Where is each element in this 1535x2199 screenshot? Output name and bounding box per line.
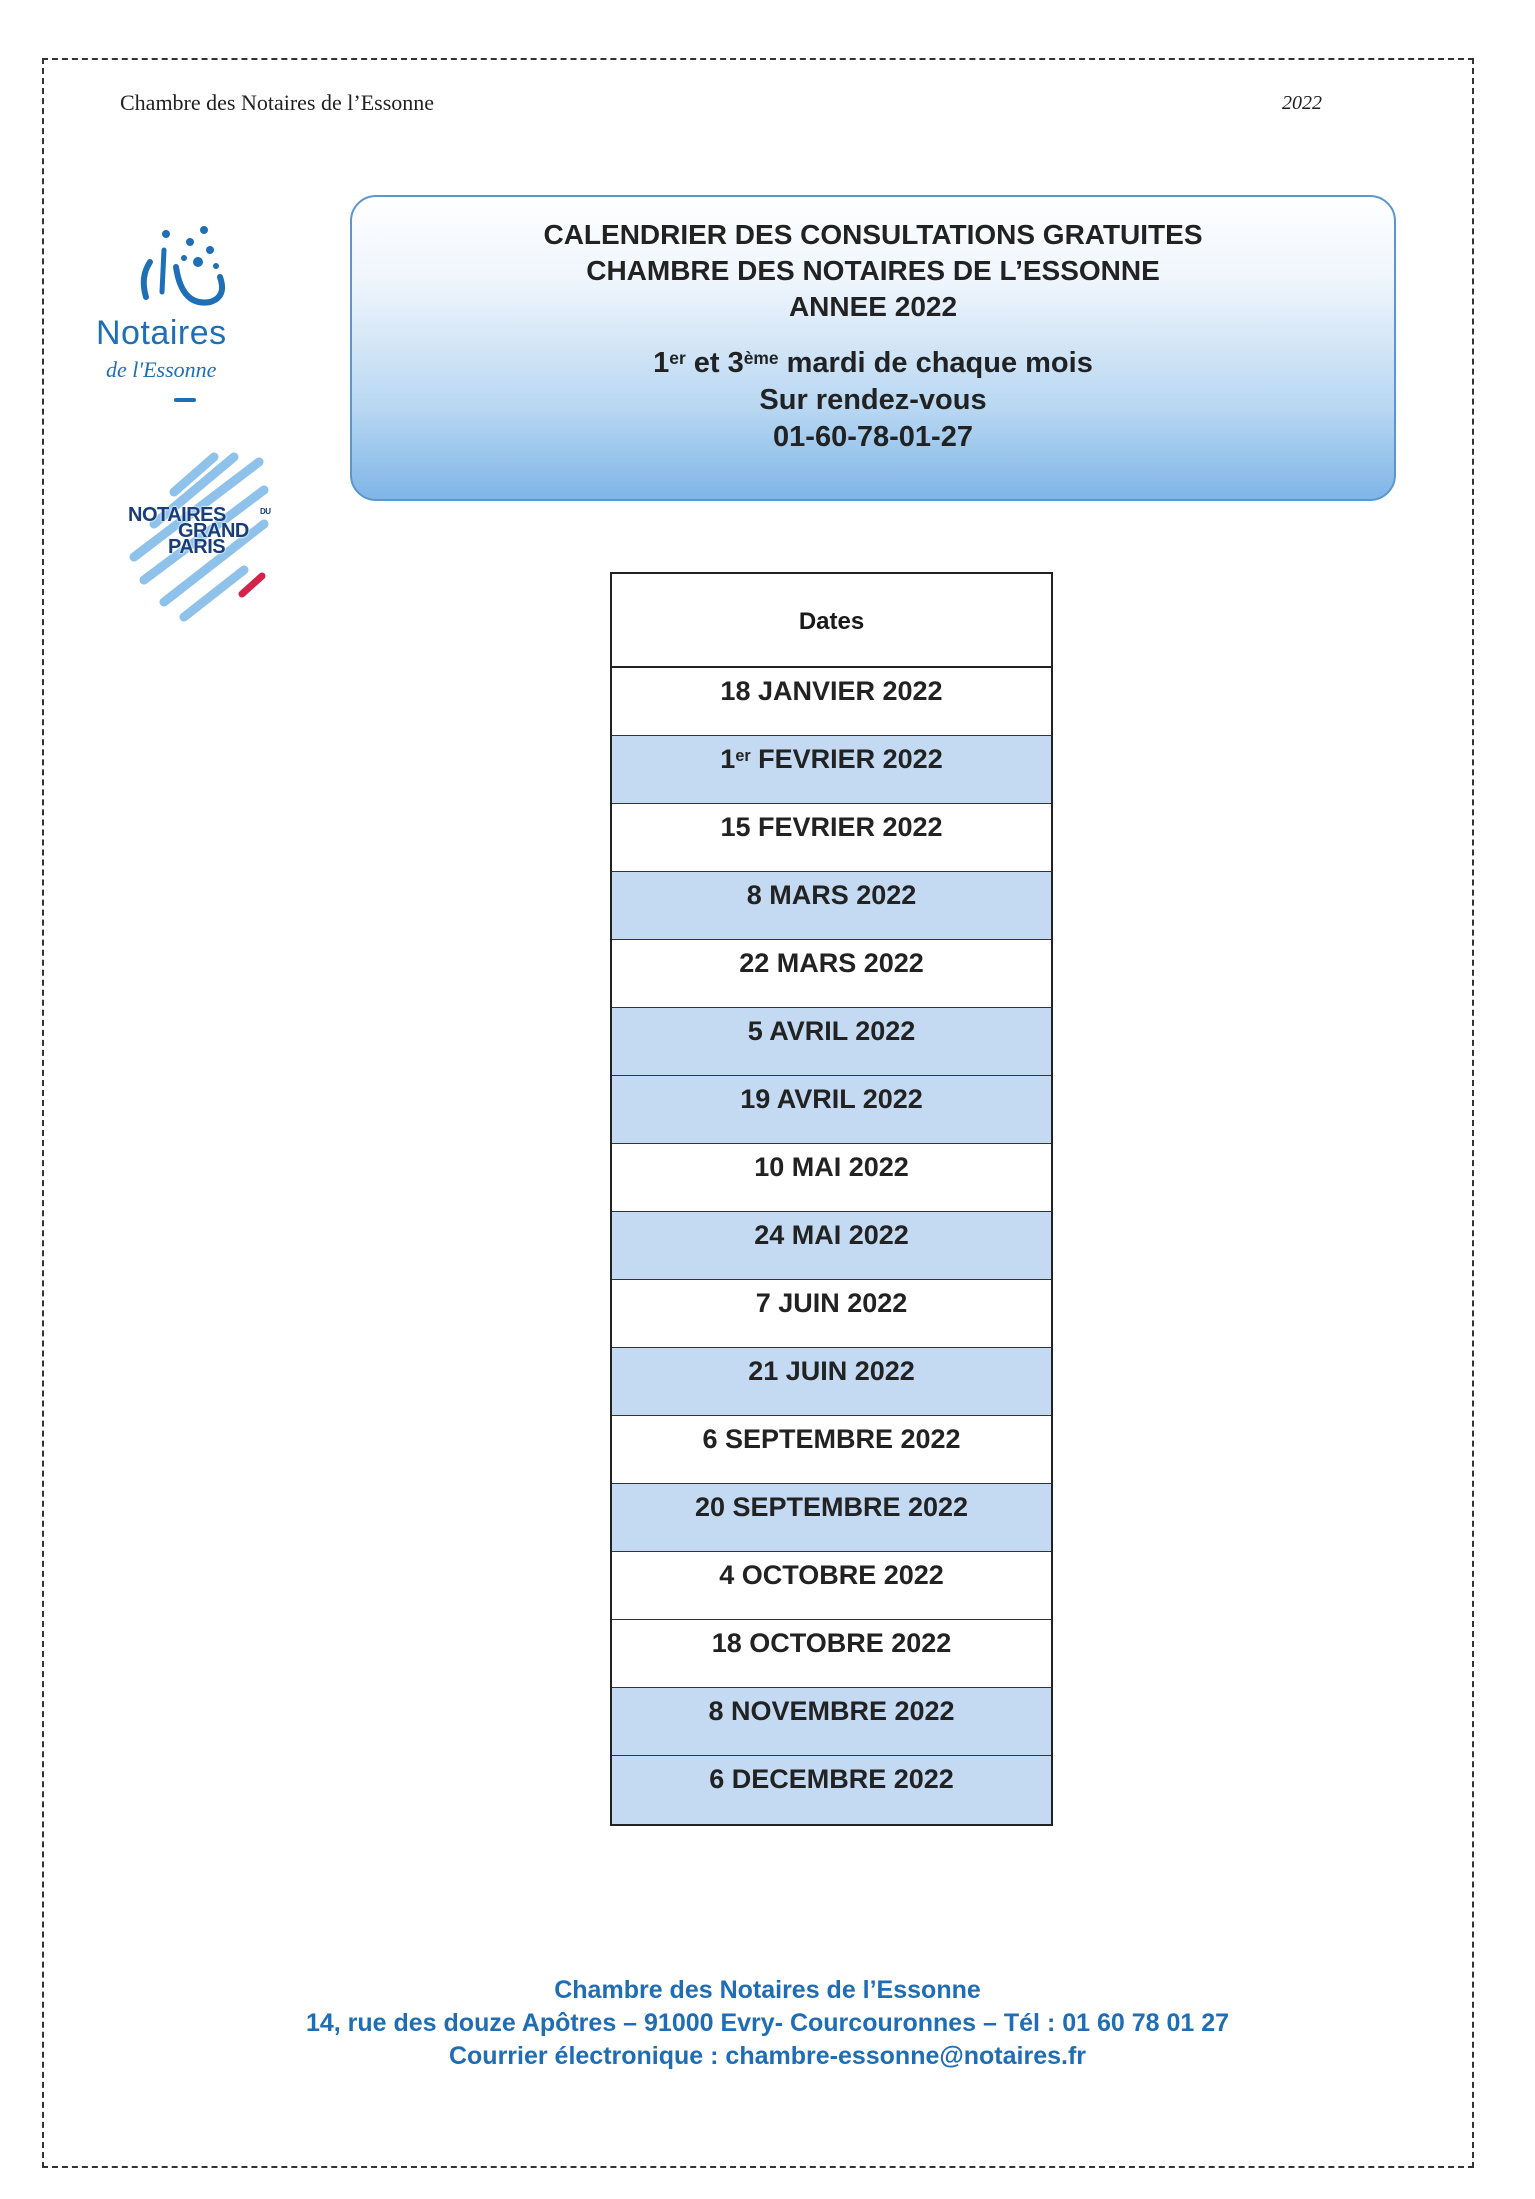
table-row: 7 JUIN 2022 [612, 1280, 1051, 1348]
logo-dash [174, 398, 196, 402]
table-row: 5 AVRIL 2022 [612, 1008, 1051, 1076]
schedule-first: 1 [653, 347, 670, 379]
table-row: 20 SEPTEMBRE 2022 [612, 1484, 1051, 1552]
schedule-third-sup: ème [743, 348, 779, 369]
title-line-2: CHAMBRE DES NOTAIRES DE L’ESSONNE [586, 255, 1160, 286]
phone-line: 01-60-78-01-27 [773, 421, 973, 453]
grand-paris-line3: PARIS [168, 536, 226, 558]
header-org-name: Chambre des Notaires de l’Essonne [120, 90, 435, 115]
table-row: 19 AVRIL 2022 [612, 1076, 1051, 1144]
row-day: 1 [720, 744, 736, 774]
title-box [350, 195, 1396, 501]
table-row: 8 NOVEMBRE 2022 [612, 1688, 1051, 1756]
footer-contact [0, 1974, 1535, 2073]
schedule-first-sup: er [669, 348, 686, 369]
table-row: 6 DECEMBRE 2022 [612, 1756, 1051, 1824]
schedule-rest: mardi de chaque mois [778, 347, 1093, 379]
table-row [612, 736, 1051, 804]
table-row: 15 FEVRIER 2022 [612, 804, 1051, 872]
dates-table-header: Dates [612, 574, 1051, 668]
table-row: 24 MAI 2022 [612, 1212, 1051, 1280]
footer-org: Chambre des Notaires de l’Essonne [554, 1976, 981, 2004]
notaires-logo-word: Notaires [96, 314, 227, 352]
appointment-line: Sur rendez-vous [759, 384, 987, 416]
footer-email[interactable]: Courrier électronique : chambre-essonne@notaires.fr [448, 2042, 1087, 2070]
header-year: 2022 [1282, 92, 1322, 114]
footer-address: 14, rue des douze Apôtres – 91000 Evry- Courcouronnes – Tél : 01 60 78 01 27 [305, 2009, 1230, 2037]
row-month: FEVRIER 2022 [750, 744, 943, 774]
table-row: 4 OCTOBRE 2022 [612, 1552, 1051, 1620]
dates-table [610, 572, 1053, 1826]
title-line-1: CALENDRIER DES CONSULTATIONS GRATUITES [543, 219, 1203, 250]
notaires-essonne-logo [92, 222, 282, 412]
table-row: 21 JUIN 2022 [612, 1348, 1051, 1416]
notaires-grand-paris-logo [124, 452, 284, 622]
schedule-line [352, 345, 1394, 382]
table-row: 18 OCTOBRE 2022 [612, 1620, 1051, 1688]
table-row: 10 MAI 2022 [612, 1144, 1051, 1212]
table-row: 6 SEPTEMBRE 2022 [612, 1416, 1051, 1484]
grand-paris-line1: NOTAIRES [128, 504, 226, 526]
schedule-third: et 3 [685, 347, 744, 379]
row-day-sup: er [735, 746, 751, 765]
title-line-3: ANNEE 2022 [788, 291, 958, 322]
table-row: 22 MARS 2022 [612, 940, 1051, 1008]
table-row: 18 JANVIER 2022 [612, 668, 1051, 736]
grand-paris-du: DU [260, 507, 271, 516]
grand-paris-line2: GRAND [178, 520, 249, 542]
table-row: 8 MARS 2022 [612, 872, 1051, 940]
notaires-logo-sub: de l'Essonne [106, 357, 217, 382]
notaires-emblem-icon [132, 222, 252, 317]
